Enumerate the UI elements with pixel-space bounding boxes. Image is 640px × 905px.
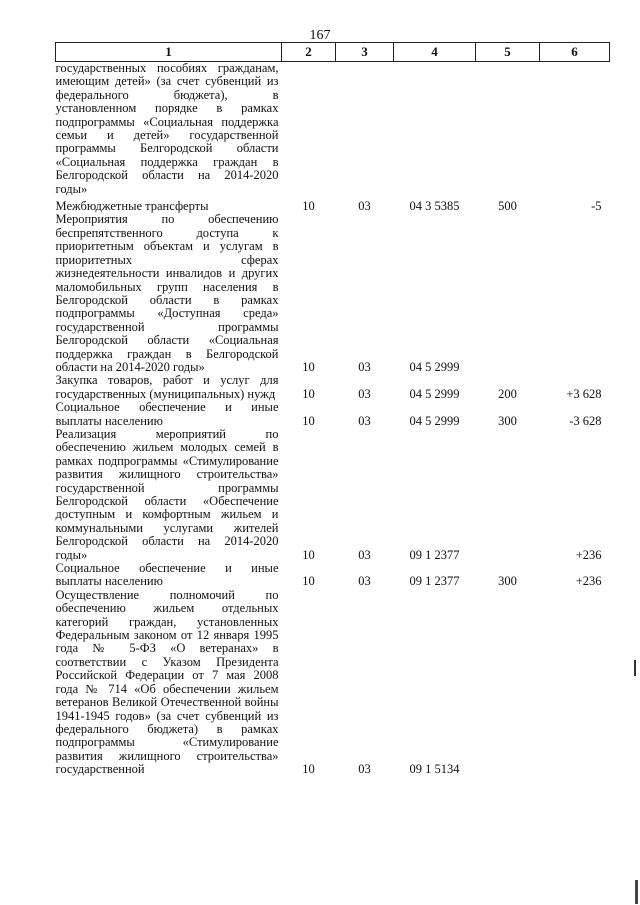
subsection-code: 03 xyxy=(358,547,371,562)
expense-type-code xyxy=(476,62,540,197)
expense-type-code: 500 xyxy=(498,199,517,214)
expense-type-code: 200 xyxy=(498,386,517,401)
section-code: 10 xyxy=(302,547,315,562)
subsection-code: 03 xyxy=(358,359,371,374)
amount xyxy=(540,213,610,374)
expense-type-code: 300 xyxy=(498,574,517,589)
column-header-6: 6 xyxy=(540,43,610,62)
target-article-code: 04 3 5385 xyxy=(409,199,460,214)
amount: -5 xyxy=(591,199,602,214)
expense-type-code xyxy=(476,428,540,562)
table-row xyxy=(56,62,610,197)
row-description: Реализация мероприятий по обеспечению жильем молодых семей в рамках подпрограммы «Стимулирование развития жилищного строительства» государственной программы Белгородской области «Обеспечение доступным и комфортным жильем и коммунальными услугами жителей Белгородской области на 2014-2020 годы» xyxy=(55,426,279,562)
target-article-code: 09 1 2377 xyxy=(409,574,460,589)
target-article-code: 04 5 2999 xyxy=(409,386,460,401)
target-article-code: 09 1 2377 xyxy=(409,547,460,562)
table-row xyxy=(56,213,610,374)
target-article-code: 04 5 2999 xyxy=(409,359,460,374)
target-article-code xyxy=(394,62,476,197)
row-description: Социальное обеспечение и иные выплаты населению xyxy=(55,400,279,428)
subsection-code: 03 xyxy=(358,574,371,589)
row-description: Социальное обеспечение и иные выплаты населению xyxy=(55,561,279,589)
amount xyxy=(540,62,610,197)
column-header-3: 3 xyxy=(336,43,394,62)
section-code: 10 xyxy=(302,359,315,374)
column-header-4: 4 xyxy=(394,43,476,62)
subsection-code: 03 xyxy=(358,386,371,401)
expense-type-code xyxy=(476,213,540,374)
amount xyxy=(540,589,610,777)
header-row xyxy=(56,43,610,62)
row-description: Осуществление полномочий по обеспечению жильем отдельных категорий граждан, установленных Федеральным законом от 12 января 1995 года № 5-ФЗ «О ветеранах» в соответствии с Указом Президента Российской Федерации от 7 мая 2008 года № 714 «Об обеспечении жильем ветеранов Великой Отечественной войны 1941-1945 годов» (за счет субвенций из федерального бюджета) в рамках подпрограммы «Стимулирование развития жилищного строительства» государственной xyxy=(55,587,279,777)
subsection-code: 03 xyxy=(358,413,371,428)
row-description: Закупка товаров, работ и услуг для государственных (муниципальных) нужд xyxy=(55,373,279,401)
page-number: 167 xyxy=(309,28,331,43)
amount: -3 628 xyxy=(569,413,602,428)
section-code: 10 xyxy=(302,574,315,589)
subsection-code: 03 xyxy=(358,762,371,777)
table-row xyxy=(56,589,610,777)
table-row xyxy=(56,401,610,428)
expense-type-code xyxy=(476,589,540,777)
subsection-code xyxy=(336,62,394,197)
amount: +236 xyxy=(575,574,602,589)
table-row xyxy=(56,196,610,213)
scan-mark xyxy=(634,660,636,676)
section-code: 10 xyxy=(302,199,315,214)
amount: +3 628 xyxy=(566,386,602,401)
row-description: Межбюджетные трансферты xyxy=(55,199,209,214)
subsection-code: 03 xyxy=(358,199,371,214)
column-header-2: 2 xyxy=(282,43,336,62)
column-header-1: 1 xyxy=(56,43,282,62)
target-article-code: 09 1 5134 xyxy=(409,762,460,777)
column-header-5: 5 xyxy=(476,43,540,62)
section-code: 10 xyxy=(302,413,315,428)
table-row xyxy=(56,562,610,589)
table-row xyxy=(56,428,610,562)
scan-mark xyxy=(635,880,638,904)
amount: +236 xyxy=(575,547,602,562)
expense-type-code: 300 xyxy=(498,413,517,428)
budget-table xyxy=(55,42,610,777)
section-code: 10 xyxy=(302,762,315,777)
section-code xyxy=(282,62,336,197)
row-description: государственных пособиях гражданам, имеющим детей» (за счет субвенций из федерального бюджета), в установленном порядке в рамках подпрограммы «Социальная поддержка семьи и детей» государственной программы Белгородской области «Социальная поддержка граждан в Белгородской области на 2014-2020 годы» xyxy=(55,61,279,196)
section-code: 10 xyxy=(302,386,315,401)
row-description: Мероприятия по обеспечению беспрепятственного доступа к приоритетным объектам и услугам в приоритетных сферах жизнедеятельности инвалидов и других маломобильных групп населения в Белгородской области в рамках подпрограммы «Доступная среда» государственной программы Белгородской области «Социальная поддержка граждан в Белгородской области на 2014-2020 годы» xyxy=(55,212,279,374)
table-row xyxy=(56,374,610,401)
target-article-code: 04 5 2999 xyxy=(409,413,460,428)
